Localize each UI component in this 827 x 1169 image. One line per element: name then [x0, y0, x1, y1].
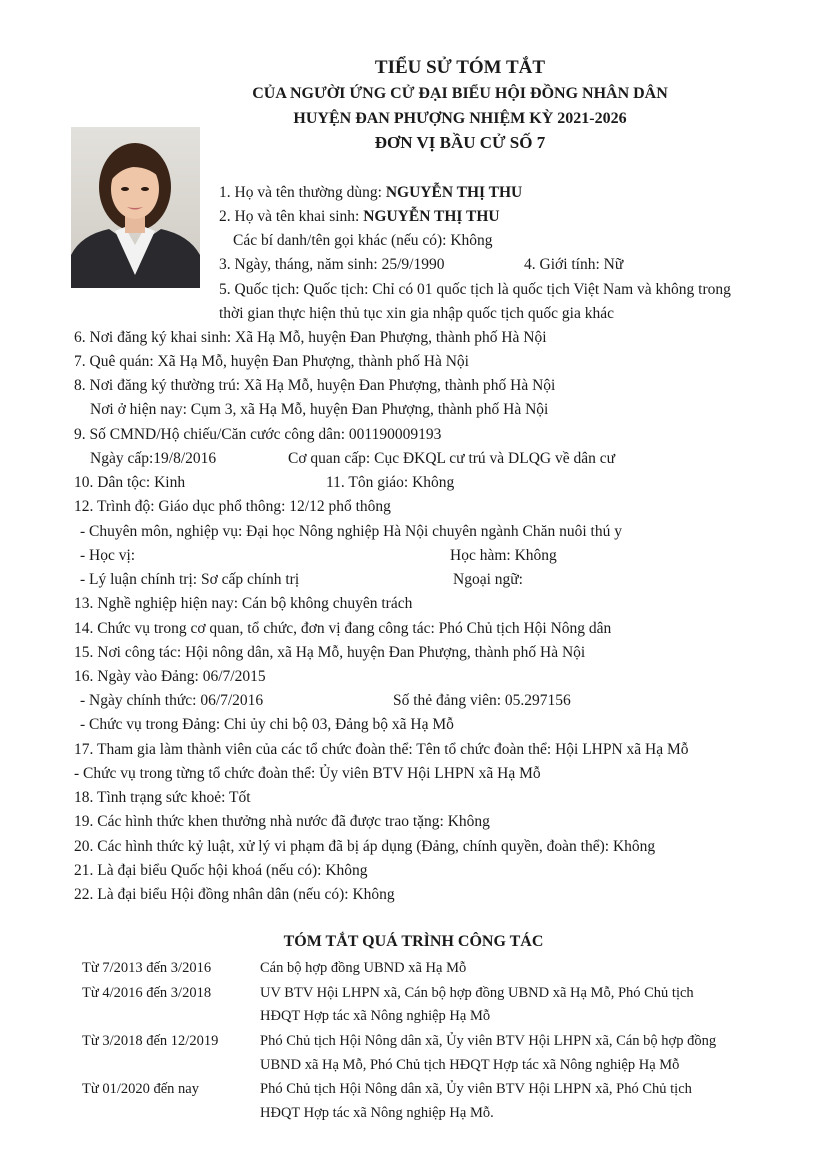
field-mass-organization: 17. Tham gia làm thành viên của các tổ chức đoàn thể: Tên tổ chức đoàn thể: Hội LHPN xã Hạ Mỗ [74, 741, 689, 758]
field-gender: 4. Giới tính: Nữ [524, 256, 624, 273]
field-discipline: 20. Các hình thức kỷ luật, xử lý vi phạm đã bị áp dụng (Đảng, chính quyền, đoàn thể): Không [74, 838, 656, 855]
candidate-photo [71, 127, 200, 288]
work-history-desc: Cán bộ hợp đồng UBND xã Hạ Mỗ [260, 960, 467, 976]
field-position: 14. Chức vụ trong cơ quan, tổ chức, đơn vị đang công tác: Phó Chủ tịch Hội Nông dân [74, 620, 612, 637]
field-ethnicity: 10. Dân tộc: Kinh [74, 474, 186, 491]
field-mass-org-position: - Chức vụ trong từng tổ chức đoàn thể: Ủy viên BTV Hội LHPN xã Hạ Mỗ [74, 765, 541, 782]
document-title: TIỂU SỬ TÓM TẮT [374, 57, 546, 78]
field-id-number: 9. Số CMND/Hộ chiếu/Căn cước công dân: 001190009193 [74, 426, 442, 443]
field-na-delegate: 21. Là đại biểu Quốc hội khoá (nếu có): Không [74, 862, 368, 879]
field-degree: - Học vị: [80, 547, 136, 564]
field-health: 18. Tình trạng sức khoẻ: Tốt [74, 789, 251, 806]
work-history-desc: UV BTV Hội LHPN xã, Cán bộ hợp đồng UBND xã Hạ Mỗ, Phó Chủ tịch [260, 985, 694, 1001]
work-history-title: TÓM TẮT QUÁ TRÌNH CÔNG TÁC [283, 933, 544, 950]
field-workplace: 15. Nơi công tác: Hội nông dân, xã Hạ Mỗ, huyện Đan Phượng, thành phố Hà Nội [74, 644, 586, 661]
field-residence: 8. Nơi đăng ký thường trú: Xã Hạ Mỗ, huyện Đan Phượng, thành phố Hà Nội [74, 377, 556, 394]
field-religion: 11. Tôn giáo: Không [326, 474, 455, 491]
field-current-address: Nơi ở hiện nay: Cụm 3, xã Hạ Mỗ, huyện Đan Phượng, thành phố Hà Nội [90, 401, 549, 418]
field-birth-name [219, 207, 500, 227]
field-party-join-date: 16. Ngày vào Đảng: 06/7/2015 [74, 668, 266, 685]
field-id-date: Ngày cấp:19/8/2016 [90, 450, 217, 467]
field-birth-name-value: NGUYỄN THỊ THU [363, 208, 500, 225]
field-alias: Các bí danh/tên gọi khác (nếu có): Không [233, 232, 493, 249]
field-academic-title: Học hàm: Không [450, 547, 557, 564]
field-language: Ngoại ngữ: [453, 571, 523, 588]
field-common-name-label: 1. Họ và tên thường dùng: [219, 184, 386, 201]
work-history-desc: Phó Chủ tịch Hội Nông dân xã, Ủy viên BTV Hội LHPN xã, Phó Chủ tịch [260, 1081, 692, 1097]
field-birth-name-label: 2. Họ và tên khai sinh: [219, 208, 364, 225]
field-awards: 19. Các hình thức khen thưởng nhà nước đã được trao tặng: Không [74, 813, 490, 830]
field-party-official-date: - Ngày chính thức: 06/7/2016 [80, 692, 264, 709]
work-history-desc: Phó Chủ tịch Hội Nông dân xã, Ủy viên BTV Hội LHPN xã, Cán bộ hợp đồng [260, 1033, 717, 1049]
work-history-period: Từ 7/2013 đến 3/2016 [82, 960, 212, 976]
field-id-agency: Cơ quan cấp: Cục ĐKQL cư trú và DLQG về dân cư [288, 450, 616, 467]
document-subtitle-3: ĐƠN VỊ BẦU CỬ SỐ 7 [374, 133, 546, 152]
field-nationality-cont: thời gian thực hiện thủ tục xin gia nhập quốc tịch quốc gia khác [219, 305, 614, 322]
work-history-desc: HĐQT Hợp tác xã Nông nghiệp Hạ Mỗ. [260, 1105, 494, 1121]
work-history-period: Từ 3/2018 đến 12/2019 [82, 1033, 219, 1049]
field-dob: 3. Ngày, tháng, năm sinh: 25/9/1990 [219, 256, 445, 273]
field-education: 12. Trình độ: Giáo dục phổ thông: 12/12 phổ thông [74, 498, 391, 515]
document-subtitle-2: HUYỆN ĐAN PHƯỢNG NHIỆM KỲ 2021-2026 [293, 110, 627, 127]
document-subtitle-1: CỦA NGƯỜI ỨNG CỬ ĐẠI BIỂU HỘI ĐỒNG NHÂN DÂN [252, 85, 668, 102]
field-political-theory: - Lý luận chính trị: Sơ cấp chính trị [80, 571, 300, 588]
field-party-card: Số thẻ đảng viên: 05.297156 [393, 692, 571, 709]
field-major: - Chuyên môn, nghiệp vụ: Đại học Nông nghiệp Hà Nội chuyên ngành Chăn nuôi thú y [80, 523, 622, 540]
work-history-period: Từ 4/2016 đến 3/2018 [82, 985, 212, 1001]
work-history-desc: HĐQT Hợp tác xã Nông nghiệp Hạ Mỗ [260, 1008, 491, 1024]
work-history-period: Từ 01/2020 đến nay [82, 1081, 199, 1097]
work-history-desc: UBND xã Hạ Mỗ, Phó Chủ tịch HĐQT Hợp tác xã Nông nghiệp Hạ Mỗ [260, 1057, 680, 1073]
field-hometown: 7. Quê quán: Xã Hạ Mỗ, huyện Đan Phượng, thành phố Hà Nội [74, 353, 469, 370]
field-common-name [219, 183, 522, 203]
field-party-position: - Chức vụ trong Đảng: Chi ủy chi bộ 03, Đảng bộ xã Hạ Mỗ [80, 716, 454, 733]
field-occupation: 13. Nghề nghiệp hiện nay: Cán bộ không chuyên trách [74, 595, 413, 612]
field-pc-delegate: 22. Là đại biểu Hội đồng nhân dân (nếu có): Không [74, 886, 395, 903]
field-common-name-value: NGUYỄN THỊ THU [385, 184, 523, 201]
field-nationality: 5. Quốc tịch: Quốc tịch: Chỉ có 01 quốc tịch là quốc tịch Việt Nam và không trong [219, 281, 731, 298]
field-birth-registration: 6. Nơi đăng ký khai sinh: Xã Hạ Mỗ, huyện Đan Phượng, thành phố Hà Nội [74, 329, 547, 346]
